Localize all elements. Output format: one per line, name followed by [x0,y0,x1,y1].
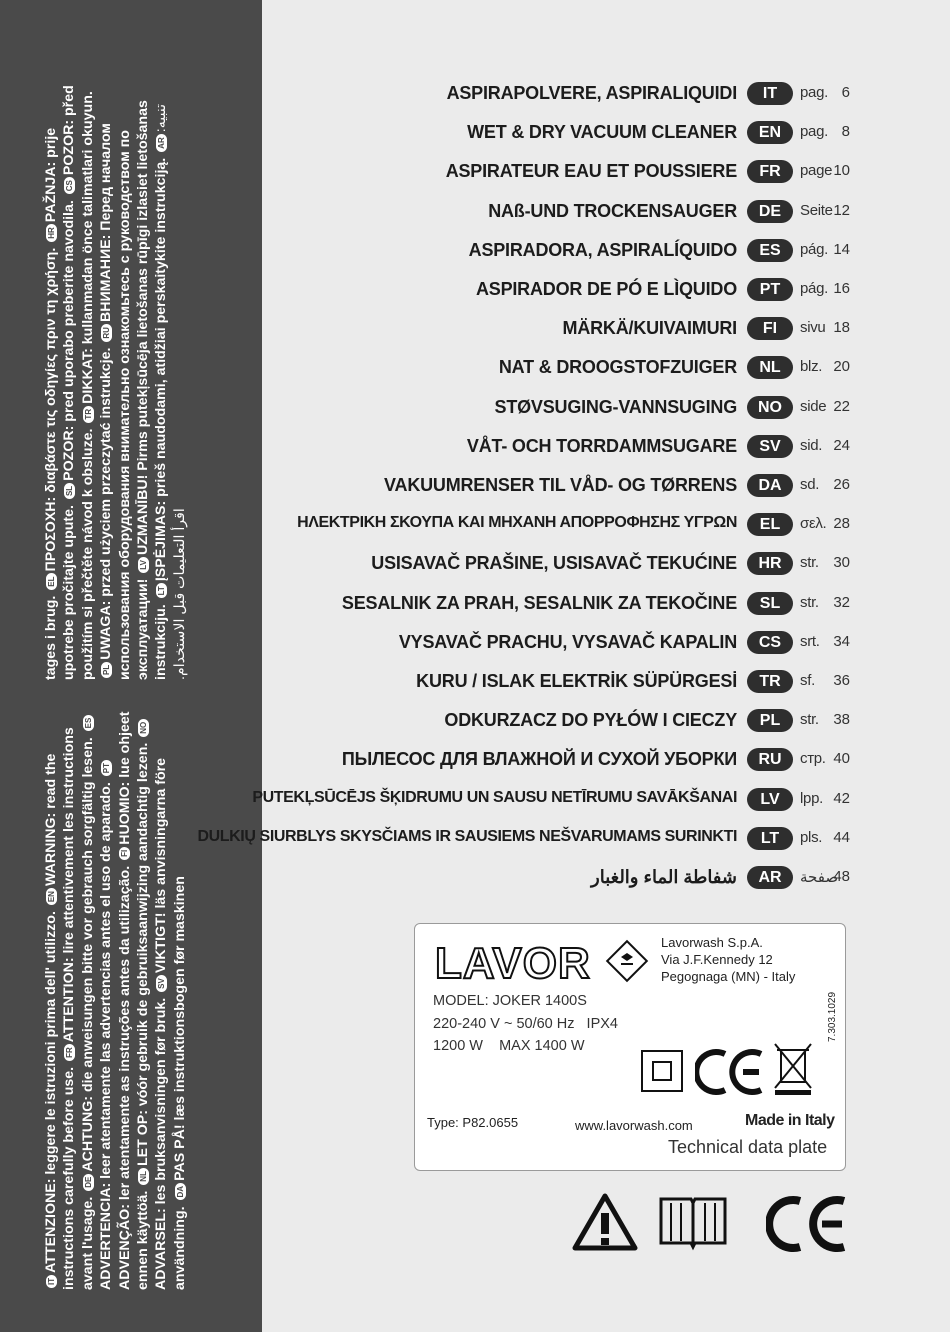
language-row [270,506,900,545]
warning-column-1 [42,710,189,1290]
page-word: page [800,162,833,180]
page-number: 16 [833,280,850,297]
power-label: 1200 W MAX 1400 W [433,1038,585,1054]
language-title: USISAVAČ PRAŠINE, USISAVAČ TEKUĆINE [371,553,737,574]
page-word: sivu [800,319,826,337]
language-row [270,741,900,780]
language-title: DULKIŲ SIURBLYS SKYSČIAMS IR SAUSIEMS NEŠVARUMAMS SURINKTI [197,827,737,845]
language-title: VÅT- OCH TORRDAMMSUGARE [466,435,737,456]
warning-text: WARNING: read the instructions carefully before use. [43,753,78,1290]
warning-text: ĮSPĖJIMAS: prieš naudodami, atidžiai perskaitykite instrukciją. [153,157,170,582]
language-row [270,232,900,271]
language-code-badge: NO [747,396,793,419]
page-word: side [800,397,827,415]
language-title: VYSAVAČ PRACHU, VYSAVAČ KAPALIN [398,631,737,652]
language-code-badge: FR [64,1044,75,1061]
warning-text: ΠΡΟΣΟΧΗ: διαβάστε τις οδηγίες πριν τη χρήση. [43,247,59,572]
language-code-badge: PL [101,662,112,678]
warning-text: ACHTUNG: die anweisungen bitte vor gebrauch sorgfältig lesen. [79,737,96,1172]
page-number: 22 [833,397,850,415]
language-row [270,545,900,584]
language-row [270,663,900,702]
language-code-badge: CS [64,177,75,194]
language-title: ODKURZACZ DO PYŁÓW I CIECZY [444,710,737,731]
language-row [270,585,900,624]
page-number: 18 [833,319,850,337]
language-code-badge: EN [46,888,57,905]
warning-text: ATTENZIONE: leggere le istruzioni prima dell' utilizzo. [43,911,59,1273]
warning-text: POZOR: před použitím si přečtěte návod k obsluze. [61,85,96,680]
language-title: ΗΛΕΚΤΡΙΚΗ ΣΚΟΥΠΑ ΚΑΙ ΜΗΧΑΝΗ ΑΠΟΡΡΟΦΗΣΗΣ ΥΓΡΩΝ [297,514,737,532]
page-word: pág. [800,280,828,297]
page-word: стр. [800,750,826,768]
made-in-label: Made in Italy [745,1112,835,1129]
language-code-badge: IT [46,1275,57,1288]
language-code-badge: CS [747,631,793,654]
language-row [270,859,900,898]
language-code-badge: FI [119,847,130,860]
page-number: 44 [833,828,850,846]
language-code-badge: EL [747,513,793,536]
warning-sidebar [0,0,262,1332]
page-number: 24 [833,436,850,454]
model-label: MODEL: JOKER 1400S [433,993,587,1009]
language-code-badge: SL [747,592,793,615]
language-code-badge: IT [747,82,793,105]
warning-text: UZMANĪBU! Pirms putekļsūcēja lietošanas rūpīgi izlasiet lietošanas instrukciju. [135,100,170,680]
language-code-badge: NL [747,356,793,379]
page-word: srt. [800,632,820,650]
language-row [270,153,900,192]
language-title: PUTEKĻSŪCĒJS ŠĶIDRUMU UN SAUSU NETĪRUMU SAVĀKŠANAI [252,788,737,806]
language-code-badge: NO [138,719,149,737]
language-code-badge: EN [747,121,793,144]
page-number: 38 [833,711,850,729]
language-code-badge: AR [156,134,167,152]
language-row [197,820,900,859]
type-label: Type: P82.0655 [427,1115,519,1130]
language-code-badge: DA [175,1183,186,1201]
language-row [270,624,900,663]
language-title: WET & DRY VACUUM CLEANER [467,122,737,143]
language-code-badge: PT [747,278,793,301]
address-line: Lavorwash S.p.A. [661,935,763,950]
language-code-badge: LV [138,557,149,573]
language-row [270,389,900,428]
language-row [270,467,900,506]
page-word: str. [800,711,819,729]
language-title: شفاطة الماء والغبار [591,867,737,887]
page-word: صفحة [800,869,839,886]
language-code-badge: TR [83,406,94,423]
warning-text: تنبيه: اقرأ التعليمات قبل الاستخدام. [153,103,188,680]
language-code-badge: FR [747,160,793,183]
language-code-badge: HR [747,552,793,575]
language-title: SESALNIK ZA PRAH, SESALNIK ZA TEKOČINE [341,592,737,613]
language-row [270,114,900,153]
language-code-badge: PL [747,709,793,732]
language-title: STØVSUGING-VANNSUGING [494,396,737,417]
page-number: 32 [833,593,850,611]
page-word: pls. [800,828,823,846]
warning-text: UWAGA: przed użyciem przeczytać instrukcje. [98,347,115,660]
warning-text: ADVENÇÃO: ler atentamente as instruções antes da utilização. [116,865,133,1290]
warning-column-2 [42,80,189,680]
language-title: VAKUUMRENSER TIL VÅD- OG TØRRENS [384,475,737,495]
lavor-logo [433,938,649,984]
warning-text: ATTENTION: lire attentivement les instructions avant l'usage. [61,727,96,1290]
page-word: blz. [800,358,823,376]
warning-icon [572,1193,638,1251]
page-number: 14 [833,240,850,258]
page-word: pag. [800,123,828,141]
ce-mark-icon [695,1048,767,1096]
address-line: Via J.F.Kennedy 12 [661,952,773,967]
language-title: ASPIRAPOLVERE, ASPIRALIQUIDI [446,83,737,103]
language-code-badge: DE [747,200,793,223]
warning-text: ВНИМАНИЕ: Перед началом использования оборудования внимательно ознакомьтесь с руководством по эксплуатации! [98,123,152,680]
page-word: lpp. [800,789,823,807]
page-number: 48 [833,868,850,885]
page-word: σελ. [800,515,827,533]
warning-text: tages i brug. [43,595,59,680]
language-title: KURU / ISLAK ELEKTRİK SÜPÜRGESİ [416,671,737,691]
warning-text: HUOMIO: lue ohjeet ennen käyttöä. [116,711,152,1290]
page-word: pag. [800,84,828,101]
language-row [270,75,900,114]
address-line: Pegognaga (MN) - Italy [661,969,796,984]
warning-text: LET OP: vóór gebruik de gebruiksaanwijzing aandachtig lezen. [135,742,152,1167]
page-number: 40 [833,750,850,768]
svg-text:LAVOR: LAVOR [435,939,591,984]
language-code-badge: TR [747,670,793,693]
language-title: ПЫЛЕСОС ДЛЯ ВЛАЖНОЙ И СУХОЙ УБОРКИ [341,749,737,770]
language-code-badge: LT [747,827,793,850]
language-row [270,310,900,349]
language-row [270,702,900,741]
page-number: 28 [833,515,850,533]
language-code-badge: DA [747,474,793,497]
language-row [270,428,900,467]
language-row [270,349,900,388]
product-code: 7.303.1029 [827,991,838,1042]
page-number: 26 [833,476,850,493]
voltage-label: 220-240 V ~ 50/60 Hz IPX4 [433,1016,618,1032]
page-number: 12 [833,201,850,219]
double-insulation-icon [641,1050,683,1092]
website-label: www.lavorwash.com [575,1118,693,1133]
page-number: 20 [833,358,850,376]
ce-mark-large-icon [766,1195,848,1253]
language-code-badge: FI [747,317,793,340]
language-code-badge: LT [156,583,167,598]
language-code-badge: RU [101,324,112,342]
page-number: 42 [833,789,850,807]
page-word: str. [800,593,819,611]
language-code-badge: HR [46,224,57,242]
language-title: NAß-UND TROCKENSAUGER [488,200,737,221]
page-word: pág. [800,240,828,258]
page-number: 6 [841,84,850,101]
weee-bin-icon [771,1040,815,1096]
page-word: Seite [800,201,833,219]
warning-text: PAS PÅ! læs instruktionsbogen før maskinen [171,876,188,1181]
page-word: sf. [800,672,815,689]
language-code-badge: ES [747,239,793,262]
page-word: sid. [800,436,823,454]
warning-text-block [42,50,242,1290]
language-row [270,193,900,232]
manufacturer-address [661,934,795,985]
warning-text: DIKKAT: kullanmadan önce talimatlari okuyun. [79,91,96,404]
warning-text: PAŽNJA: prije upotrebe pročitajte upute. [43,127,78,680]
technical-data-plate [414,923,846,1171]
page-number: 10 [833,162,850,180]
language-title: ASPIRADORA, ASPIRALÍQUIDO [468,239,737,260]
page-number: 8 [841,123,850,141]
language-code-badge: LV [747,788,793,811]
page-number: 36 [833,672,850,689]
language-title: ASPIRATEUR EAU ET POUSSIERE [445,161,737,182]
language-title: MÄRKÄ/KUIVAIMURI [562,318,737,339]
language-code-badge: PT [101,760,112,776]
language-code-badge: SL [64,483,75,499]
language-title: ASPIRADOR DE PÓ E LÌQUIDO [475,279,737,299]
language-code-badge: SV [747,435,793,458]
language-code-badge: NL [138,1168,149,1185]
language-row [252,781,900,820]
language-code-badge: SV [156,975,167,992]
page-word: sd. [800,476,820,493]
warning-text: ADVARSEL: les bruksanvisningen før bruk. [153,997,170,1290]
warning-text: ADVERTENCIA: leer atentamente las advertencias antes el uso de aparado. [98,782,115,1290]
language-code-badge: RU [747,748,793,771]
page-word: str. [800,554,819,572]
warning-text: VIKTIGT! läs anvisningarna före användning. [153,757,188,1290]
page-number: 30 [833,554,850,572]
manual-book-icon [657,1195,729,1251]
language-code-badge: ES [83,715,94,732]
plate-caption: Technical data plate [668,1137,828,1157]
language-code-badge: AR [747,866,793,889]
warning-text: POZOR: pred uporabo preberite navodila. [61,200,78,481]
page-number: 34 [833,632,850,650]
language-code-badge: DE [83,1174,94,1191]
language-row [270,271,900,310]
language-title: NAT & DROOGSTOFZUIGER [498,357,737,378]
language-code-badge: EL [46,573,57,589]
